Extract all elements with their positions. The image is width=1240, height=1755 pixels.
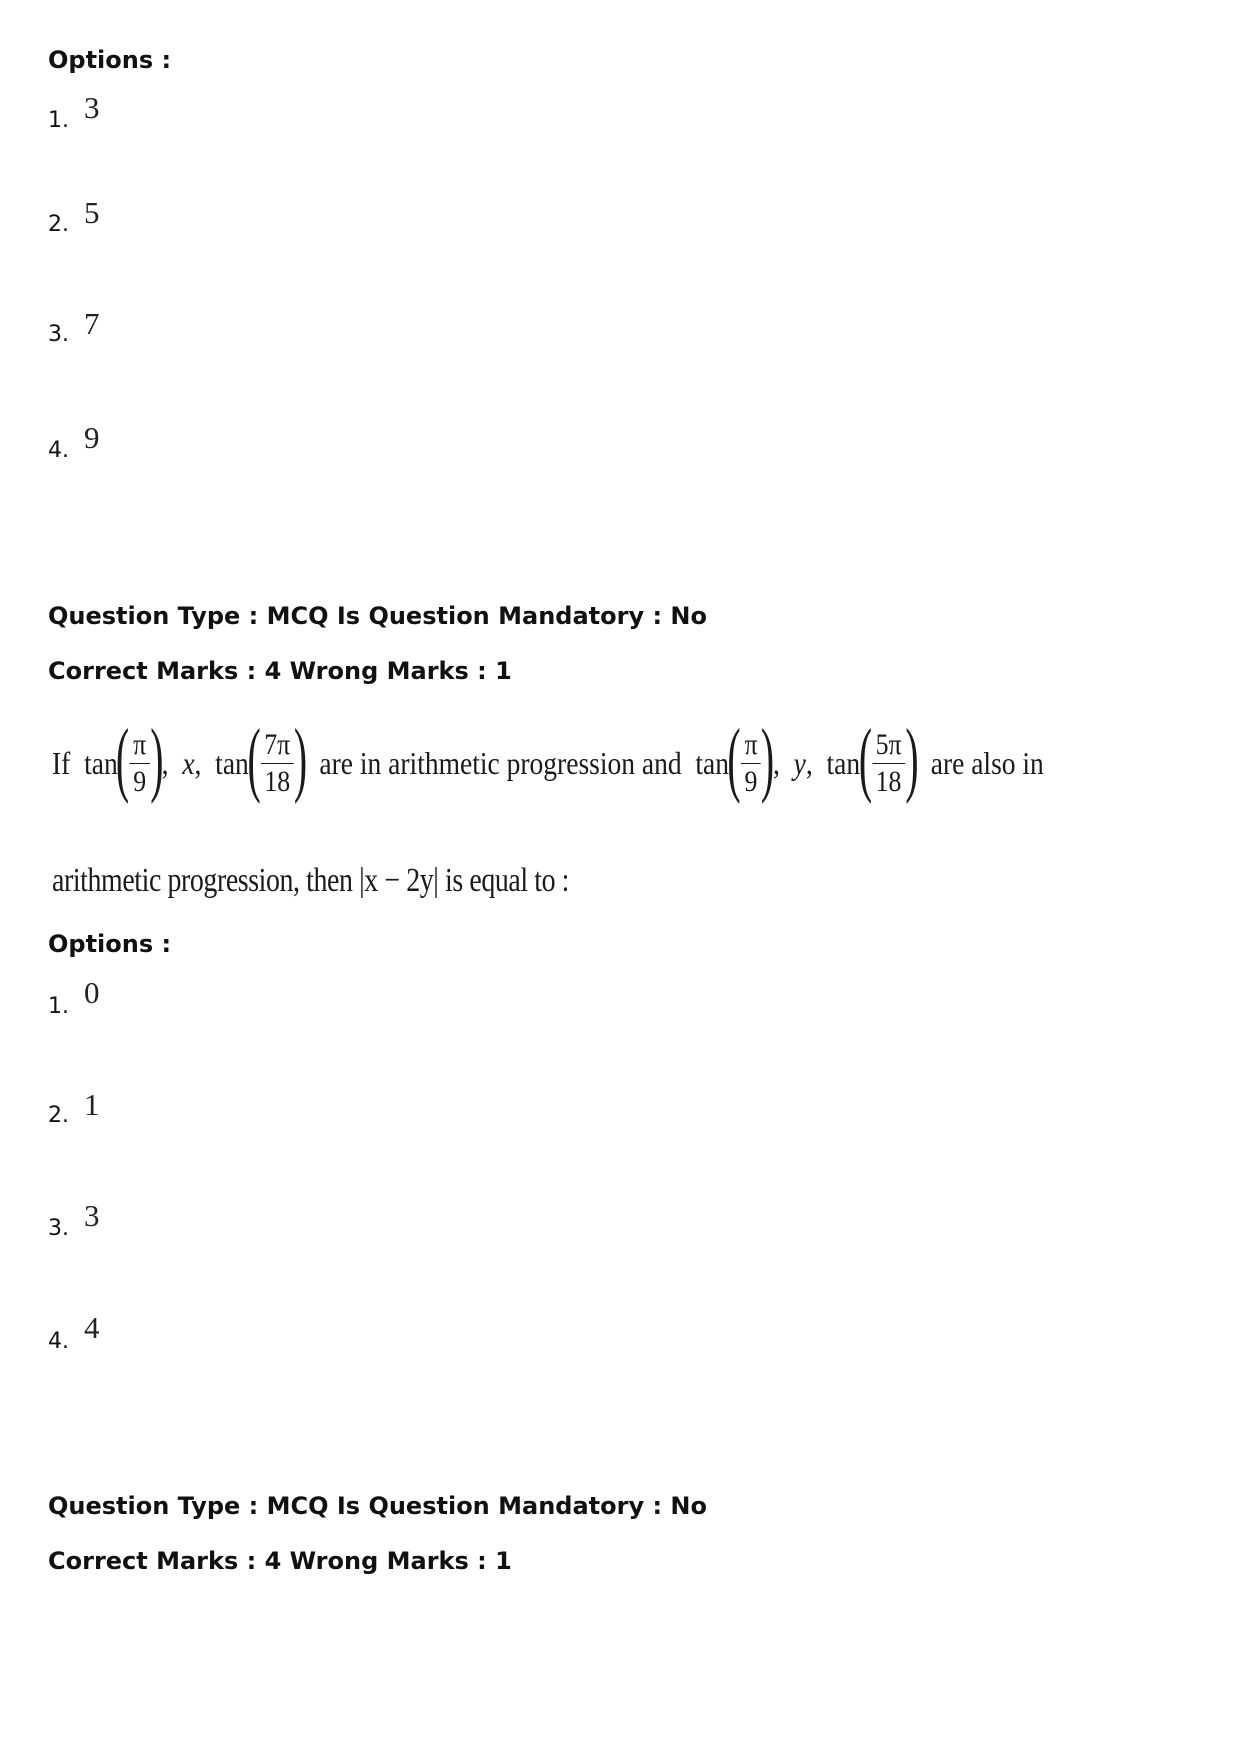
option-value[interactable]: 5 <box>84 195 100 230</box>
fraction <box>130 729 150 797</box>
variable-y: y <box>793 744 806 781</box>
marks-line: Correct Marks : 4 Wrong Marks : 1 <box>48 1547 512 1575</box>
option-number: 3. <box>48 322 69 347</box>
paren-left: ( <box>858 712 872 805</box>
question-type-line: Question Type : MCQ Is Question Mandatory : No <box>48 1492 707 1520</box>
fraction-numerator: π <box>741 729 761 764</box>
option-value[interactable]: 9 <box>84 420 100 455</box>
fraction-numerator: 5π <box>872 729 905 764</box>
fraction <box>741 729 761 797</box>
marks-line: Correct Marks : 4 Wrong Marks : 1 <box>48 657 512 685</box>
paren-left: ( <box>727 712 741 805</box>
fraction-denominator: 9 <box>133 764 147 798</box>
question-text: If tan <box>52 744 118 781</box>
option-number: 4. <box>48 1329 69 1354</box>
paren-left: ( <box>247 712 261 805</box>
fraction-denominator: 18 <box>875 764 902 798</box>
option-number: 3. <box>48 1216 69 1241</box>
paren-right: ) <box>905 712 919 805</box>
paren-right: ) <box>293 712 308 805</box>
paren-right: ) <box>149 712 164 805</box>
fraction-denominator: 18 <box>264 764 291 798</box>
question-text-line-2: arithmetic progression, then |x − 2y| is equal to : <box>52 862 570 899</box>
question-text: , tan <box>194 744 249 781</box>
question-type-line: Question Type : MCQ Is Question Mandatory : No <box>48 602 707 630</box>
paren-left: ( <box>116 712 130 805</box>
option-value[interactable]: 4 <box>84 1310 100 1345</box>
variable-x: x <box>182 744 195 781</box>
question-text: are in arithmetic progression and tan <box>305 744 730 781</box>
option-value[interactable]: 1 <box>84 1087 100 1122</box>
option-number: 2. <box>48 212 69 237</box>
option-number: 4. <box>48 438 69 463</box>
question-math-line <box>52 713 1044 813</box>
fraction <box>872 729 905 797</box>
fraction <box>261 729 294 797</box>
option-value[interactable]: 3 <box>84 90 100 125</box>
fraction-numerator: 7π <box>261 729 294 764</box>
options-heading: Options : <box>48 46 172 74</box>
option-number: 1. <box>48 108 69 133</box>
fraction-numerator: π <box>130 729 150 764</box>
paren-right: ) <box>761 712 775 805</box>
question-text: , <box>772 744 794 781</box>
question-text: are also in <box>916 744 1044 781</box>
fraction-denominator: 9 <box>744 764 758 798</box>
options-heading: Options : <box>48 930 172 958</box>
option-number: 1. <box>48 994 69 1019</box>
question-text: , tan <box>805 744 861 781</box>
question-text: , <box>161 744 183 781</box>
option-number: 2. <box>48 1103 69 1128</box>
option-value[interactable]: 3 <box>84 1198 100 1233</box>
option-value[interactable]: 0 <box>84 975 100 1010</box>
option-value[interactable]: 7 <box>84 306 100 341</box>
